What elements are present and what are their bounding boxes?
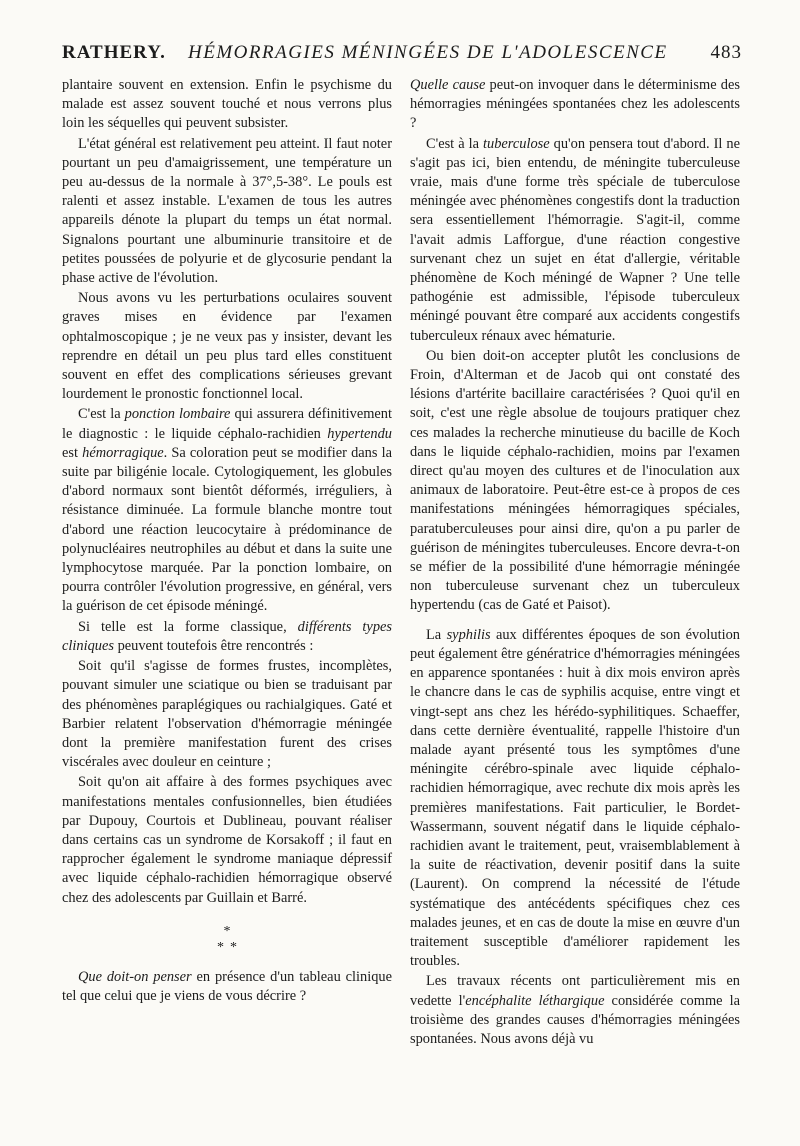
asterism-bottom: ** [217,939,243,955]
emphasis: syphilis [446,626,491,643]
emphasis: ponction lombaire [124,406,231,423]
running-head-title: HÉMORRAGIES MÉNINGÉES DE L'ADOLESCENCE [188,42,668,63]
text-run: en présence d'un tableau clinique tel que celui que je viens de vous décrire ? [62,968,392,1004]
text-run: est [62,444,83,461]
emphasis: hypertendu [327,425,392,442]
paragraph [62,405,392,616]
asterism-top: * [223,923,231,939]
paragraph [62,968,392,1006]
right-column [410,76,740,1049]
paragraph [62,618,392,656]
emphasis: hémorragique [82,444,164,461]
paragraph: Nous avons vu les perturbations oculaires souvent graves mises en évidence par l'examen ophtalmoscopique ; je ne veux pas y insister, devant les reprendre en détail un peu plus tard elles constituent souvent en effet des complications sérieuses grevant lourdement le pronostic fonctionnel local. [62,290,392,403]
paragraph: Ou bien doit-on accepter plutôt les conclusions de Froin, d'Alterman et de Jacob qui ont constaté des lésions d'artérite bacillaire caractérisées ? Quoi qu'il en soit, c'est une règle absolue de toujours pratiquer chez ces malades la recherche minutieuse du bacille de Koch dans le liquide céphalo-rachidien, moins par l'examen direct qu'au moyen des cultures et de l'inoculation aux animaux de laboratoire. Peut-être est-ce à propos de ces manifestations méningées hémorragiques spéciales, paratuberculeuses pour ainsi dire, qu'on a pu parler de guérison de méningites tuberculeuses. Encore devra-t-on se méfier de la possibilité d'une hémorragie méningée non tuberculeuse survenant chez un tuberculeux hypertendu (cas de Gaté et Paisot). [410,347,740,614]
paragraph: Soit qu'il s'agisse de formes frustes, incomplètes, pouvant simuler une sciatique ou bien se traduisant par des phénomènes paraplégiques ou rachialgiques. Gaté et Barbier relatent l'observation d'hémorragie méningée dont la première manifestation furent des crises viscérales avec douleur en ceinture ; [62,658,392,771]
paragraph [410,135,740,346]
left-column [62,76,392,1006]
text-run: qu'on pensera tout d'abord. Il ne s'agit pas ici, bien entendu, de méningite tuberculeuse vraie, mais d'une forme très spéciale de tuberculose méningée avec phénomènes congestifs dont la traduction sera essentiellement l'hémorragie. S'agit-il, comme l'avait admis Lafforgue, d'une réaction congestive survenant chez un sujet en état d'allergie, véritable phénomène de Koch méningé de Wapner ? Une telle pathogénie est admissible, l'épisode tuberculeux méningé pouvant être comparé aux accidents congestifs tuberculeux rénaux avec hématurie. [410,135,740,344]
text-run: considérée comme la troisième des grandes causes d'hémorragies méningées spontanées. Nous avons déjà vu [410,992,741,1047]
paragraph [410,626,740,972]
text-run: qui assurera définitivement le diagnostic : le liquide céphalo-rachidien [62,406,392,442]
emphasis: encéphalite léthargique [465,992,605,1009]
text-run: C'est la [78,406,125,423]
running-head [62,42,742,70]
paragraph [410,76,740,134]
running-head-author: RATHERY. [62,42,166,63]
text-run: C'est à la [426,135,484,152]
section-asterism [62,924,392,956]
text-run: peut-on invoquer dans le déterminisme des hémorragies méningées spontanées chez les adolescents ? [410,77,740,132]
text-run: . Sa coloration peut se modifier dans la suite par biligénie locale. Cytologiquement, les globules d'abord normaux sont bientôt déformés, irréguliers, à résistance diminuée. La formule blanche montre tout d'abord une réaction leucocytaire à prédominance de polynucléaires neutrophiles au début et dans la suite une lymphocytose marquée. Par la ponction lombaire, on pourra contrôler l'évolution progressive, en général, vers la guérison de cet épisode méningé. [62,444,392,615]
text-run: peuvent toutefois être rencontrés : [113,637,314,654]
emphasis: Quelle cause [410,77,486,93]
text-run: Les travaux récents ont particulièrement mis en vedette l' [410,973,740,1009]
page-number: 483 [710,42,742,63]
paragraph [410,972,740,1049]
text-run: Si telle est la forme classique, [78,618,298,635]
paragraph: Soit qu'on ait affaire à des formes psychiques avec manifestations mentales confusionnelles, bien étudiées par Dupouy, Courtois et Dublineau, pouvant réaliser dans certains cas un syndrome de Korsakoff ; il faut en rapprocher également le syndrome maniaque dépressif avec liquide céphalo-rachidien hémorragique observé chez des adolescents par Guillain et Barré. [62,774,392,906]
text-run: aux différentes époques de son évolution peut également être génératrice d'hémorragies méningées en apparence spontanées : huit à dix mois environ après le chancre dans le cas de syphilis acquise, entre vingt et vingt-sept ans chez les hérédo-syphilitiques. Schaeffer, dans cette dernière éventualité, rappelle l'histoire d'un malade ayant présenté tous les symptômes d'une méningite cérébro-spinale avec liquide céphalo-rachidien hémorragique, avec rechute dix mois après les premières manifestations. Fait particulier, le Bordet-Wassermann, souvent négatif dans le liquide céphalo-rachidien avant le traitement, peut, vraisemblablement à la suite de réactivation, devenir positif dans la suite (Laurent). On comprend la nécessité de l'étude systématique des antécédents spécifiques chez ces malades jeunes, et en cas de doute la mise en œuvre d'un traitement susceptible d'améliorer rapidement les troubles. [410,626,741,970]
paragraph: plantaire souvent en extension. Enfin le psychisme du malade est assez souvent touché et nous verrons plus loin les séquelles qui peuvent subsister. [62,77,392,132]
paragraph: L'état général est relativement peu atteint. Il faut noter pourtant un peu d'amaigrissement, une température un peu au-dessus de la normale à 37°,5-38°. Le pouls est ralenti et assez instable. L'examen de tous les autres appareils dénote la plupart du temps un état normal. Signalons pourtant une albuminurie transitoire et de petites poussées de polyurie et de glycosurie pendant la phase active de l'évolution. [62,135,392,287]
text-run: La [426,626,447,643]
emphasis: différents types cliniques [62,618,392,654]
emphasis: Que doit-on penser [78,968,192,985]
emphasis: tuberculose [483,135,550,152]
